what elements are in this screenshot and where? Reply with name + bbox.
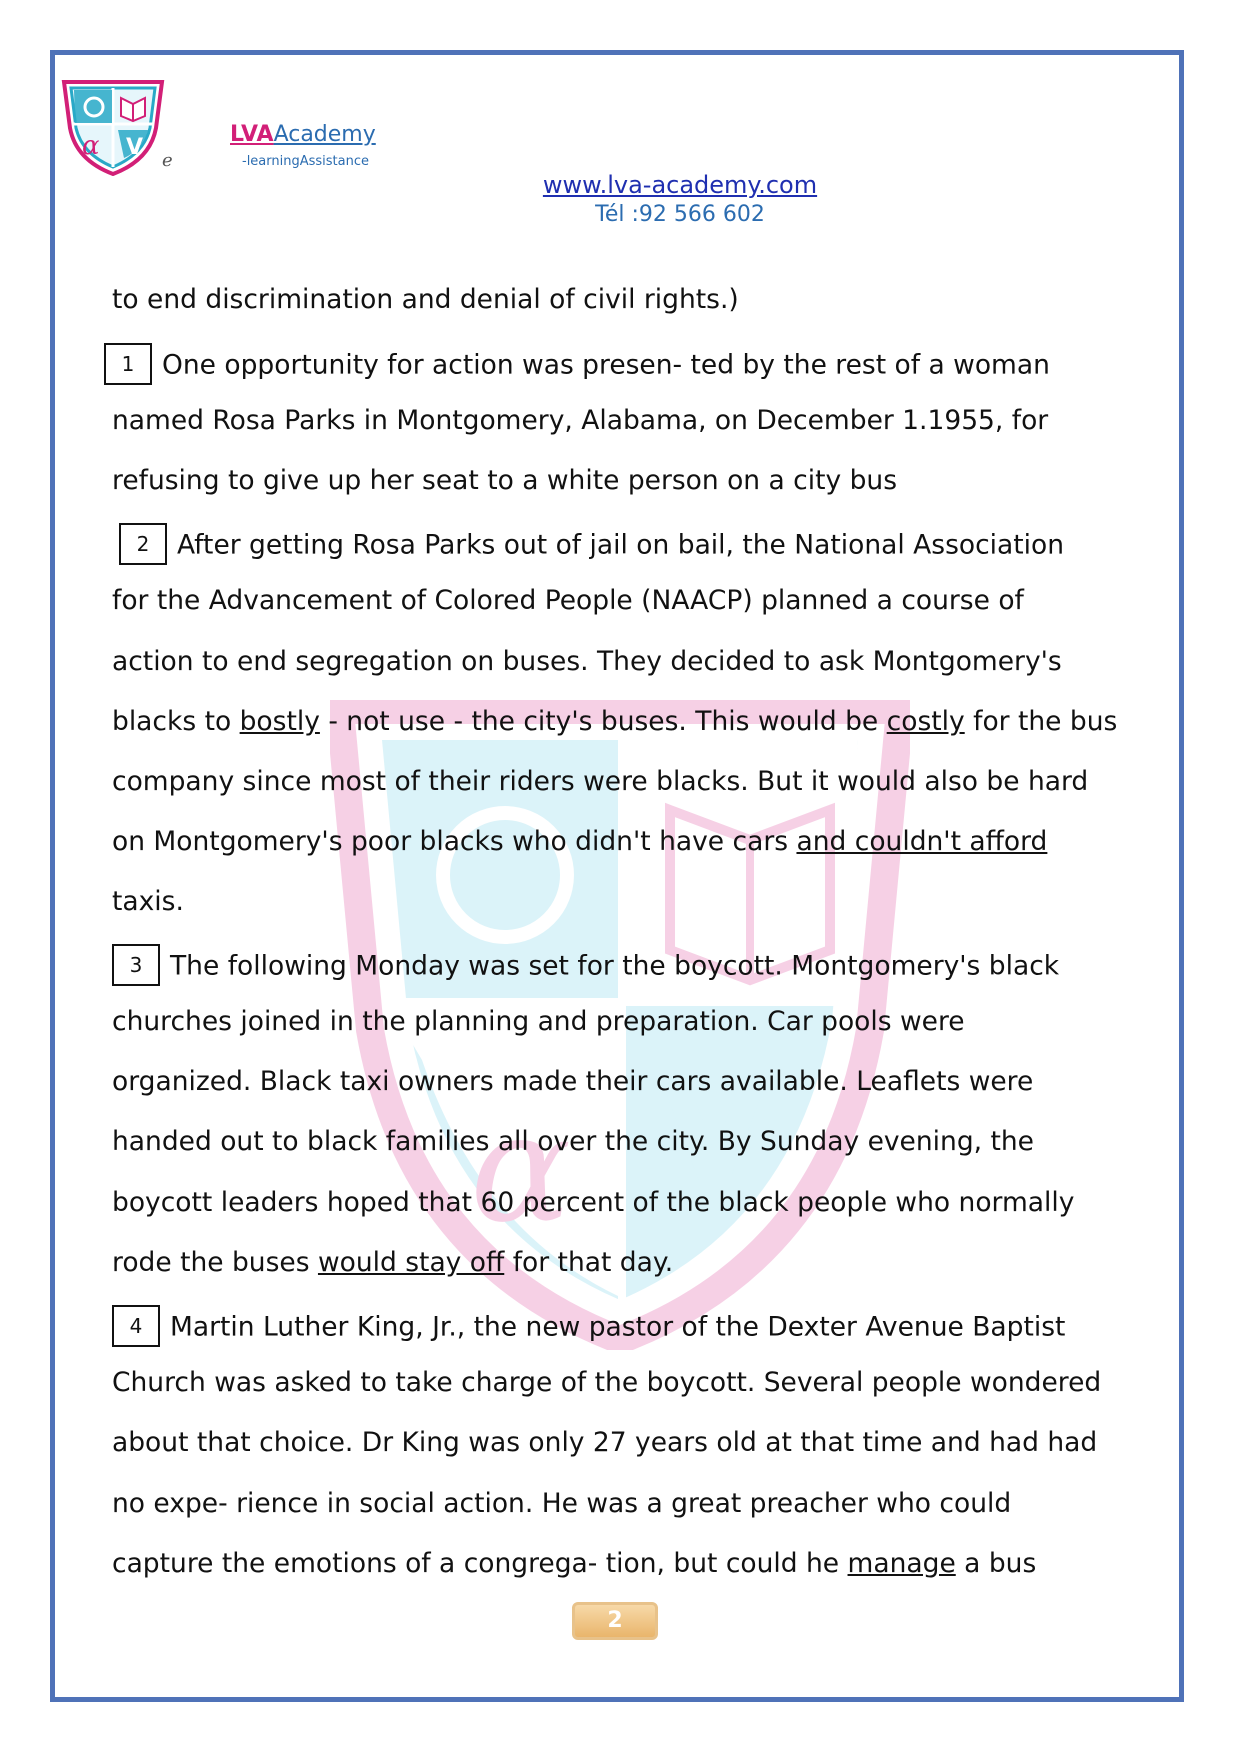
underlined-word: bostly bbox=[239, 706, 320, 737]
paragraph-2-line-5: company since most of their riders were blacks. But it would also be hard bbox=[112, 766, 1089, 797]
paragraph-number-box: 2 bbox=[119, 523, 167, 565]
paragraph-2-line-4: blacks to bostly - not use - the city's buses. This would be costly for the bus bbox=[112, 706, 1118, 737]
paragraph-2-line-6: on Montgomery's poor blacks who didn't have cars and couldn't afford bbox=[112, 826, 1048, 857]
underlined-word: manage bbox=[847, 1548, 956, 1579]
paragraph-number-box: 1 bbox=[104, 343, 152, 385]
paragraph-4-line-4: no expe- rience in social action. He was a great preacher who could bbox=[112, 1488, 1012, 1519]
paragraph-2-text: After getting Rosa Parks out of jail on bail, the National Association bbox=[177, 529, 1065, 561]
paragraph-number-box: 4 bbox=[112, 1305, 160, 1347]
logo-e-letter: e bbox=[162, 150, 173, 171]
paragraph-4-text: Martin Luther King, Jr., the new pastor of the Dexter Avenue Baptist bbox=[170, 1311, 1066, 1343]
paragraph-1-line-2: named Rosa Parks in Montgomery, Alabama, on December 1.1955, for bbox=[112, 405, 1049, 436]
paragraph-3-line-2: churches joined in the planning and preparation. Car pools were bbox=[112, 1006, 965, 1037]
paragraph-4-line-1 bbox=[112, 1307, 1065, 1349]
svg-text:α: α bbox=[82, 131, 100, 161]
phone-number: Tél :92 566 602 bbox=[595, 202, 765, 227]
paragraph-3-text: The following Monday was set for the boycott. Montgomery's black bbox=[170, 950, 1060, 982]
underlined-phrase: would stay off bbox=[317, 1247, 505, 1278]
svg-text:V: V bbox=[660, 1051, 769, 1214]
paragraph-number-box: 3 bbox=[112, 944, 160, 986]
paragraph-3-line-4: handed out to black families all over the city. By Sunday evening, the bbox=[112, 1126, 1034, 1157]
lva-academy-logo bbox=[58, 78, 168, 176]
brand-lva: LVA bbox=[230, 122, 274, 147]
paragraph-2-line-2: for the Advancement of Colored People (NAACP) planned a course of bbox=[112, 585, 1024, 616]
paragraph-2-line-7: taxis. bbox=[112, 886, 184, 917]
page-number-badge: 2 bbox=[572, 1602, 658, 1640]
paragraph-1-line-3: refusing to give up her seat to a white person on a city bus bbox=[112, 465, 898, 496]
website-link[interactable]: www.lva-academy.com bbox=[542, 171, 818, 199]
brand-name bbox=[230, 122, 376, 147]
brand-subtitle: -learningAssistance bbox=[242, 154, 369, 169]
underlined-word: costly bbox=[886, 706, 965, 737]
paragraph-3-line-6: rode the buses would stay off for that day. bbox=[112, 1247, 674, 1278]
paragraph-3-line-5: boycott leaders hoped that 60 percent of the black people who normally bbox=[112, 1187, 1075, 1218]
svg-text:V: V bbox=[126, 135, 144, 160]
underlined-phrase: and couldn't afford bbox=[796, 826, 1048, 857]
paragraph-1-text: One opportunity for action was presen- ted by the rest of a woman bbox=[162, 349, 1050, 381]
paragraph-4-line-5: capture the emotions of a congrega- tion, but could he manage a bus bbox=[112, 1548, 1037, 1579]
paragraph-3-line-1 bbox=[112, 946, 1059, 988]
brand-academy: Academy bbox=[273, 122, 376, 147]
intro-line: to end discrimination and denial of civil rights.) bbox=[112, 284, 739, 315]
svg-text:α: α bbox=[470, 1082, 572, 1256]
paragraph-3-line-3: organized. Black taxi owners made their cars available. Leaflets were bbox=[112, 1066, 1034, 1097]
paragraph-4-line-2: Church was asked to take charge of the boycott. Several people wondered bbox=[112, 1367, 1102, 1398]
paragraph-4-line-3: about that choice. Dr King was only 27 years old at that time and had had bbox=[112, 1427, 1098, 1458]
paragraph-1-line-1 bbox=[104, 345, 1050, 387]
paragraph-2-line-1 bbox=[119, 525, 1064, 567]
paragraph-2-line-3: action to end segregation on buses. They decided to ask Montgomery's bbox=[112, 646, 1062, 677]
